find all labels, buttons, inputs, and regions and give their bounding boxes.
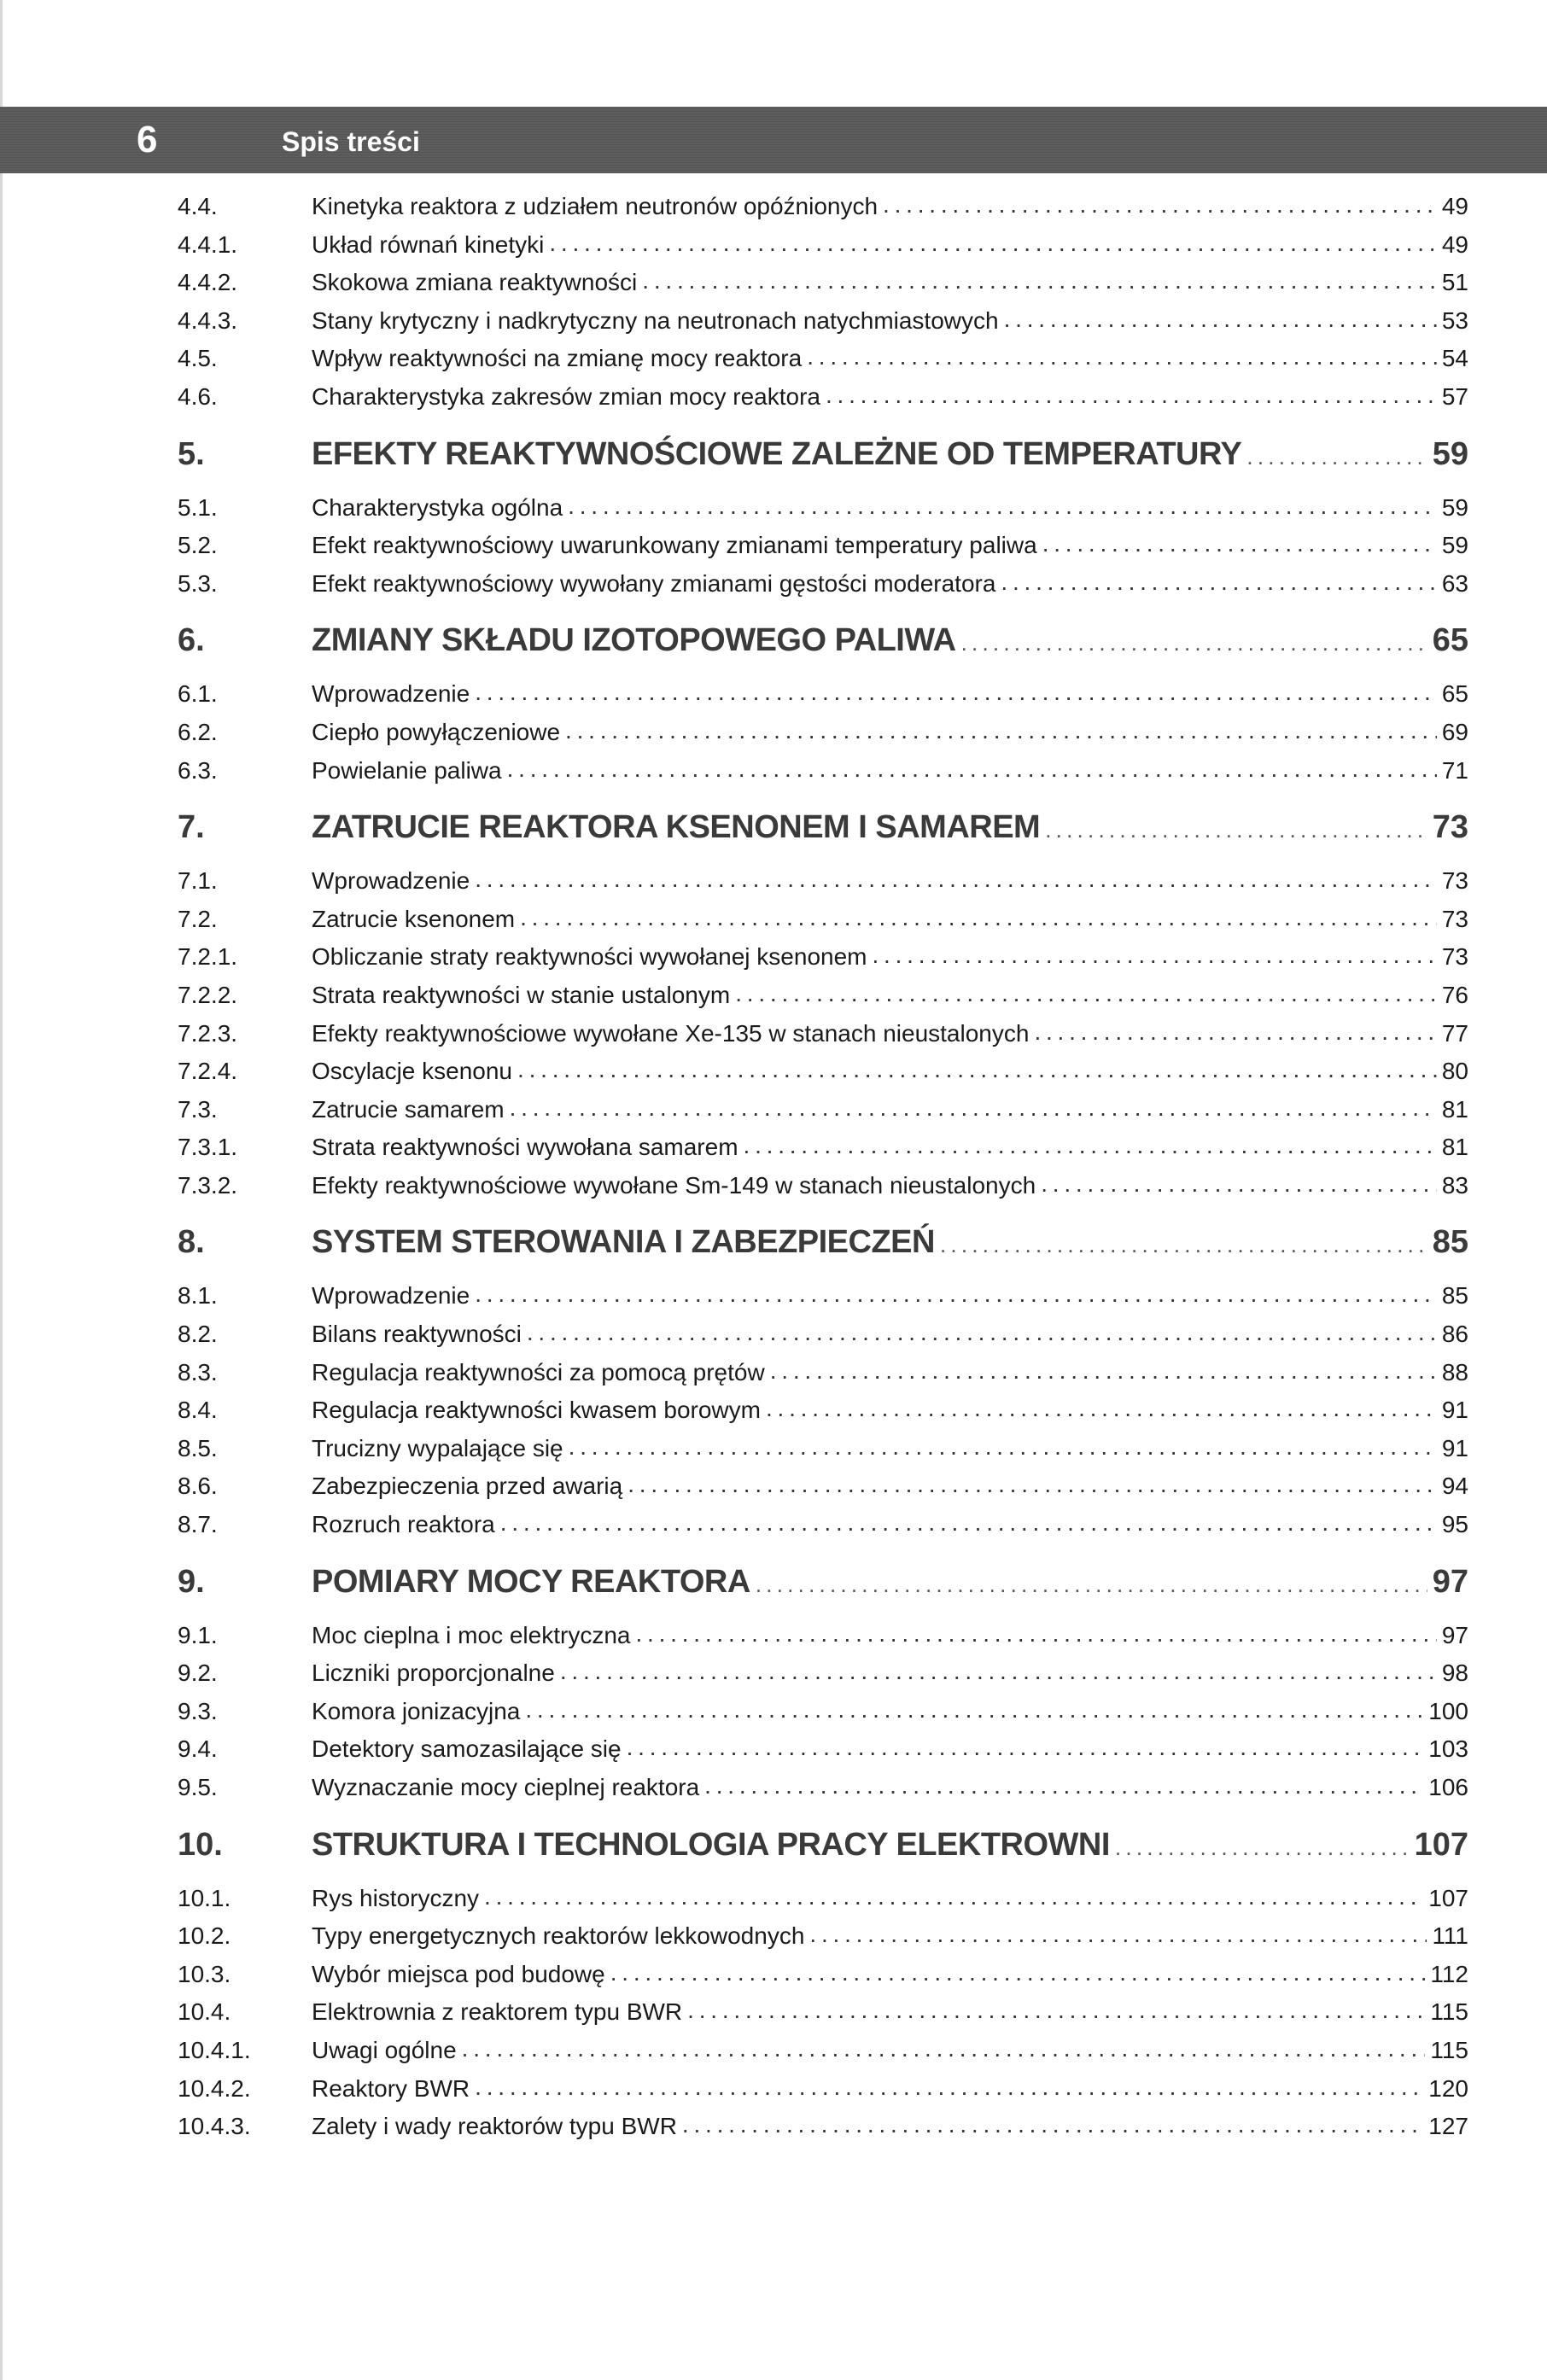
- section-title: Uwagi ogólne: [312, 2036, 457, 2063]
- section-title: Zabezpieczenia przed awarią: [312, 1473, 623, 1500]
- section-title: Wpływ reaktywności na zmianę mocy reaktora: [312, 345, 803, 372]
- page-reference: 85: [1432, 1224, 1468, 1261]
- page-reference: 59: [1441, 493, 1468, 521]
- page-edge: [0, 0, 3, 2380]
- dot-leader: [500, 1504, 1437, 1543]
- chapter-heading[interactable]: [178, 1220, 1468, 1267]
- toc-entry[interactable]: [178, 752, 1468, 790]
- section-number: 8.5.: [178, 1434, 218, 1461]
- section-title: Wprowadzenie: [312, 1282, 470, 1310]
- page-reference: 83: [1441, 1171, 1468, 1199]
- toc-entry[interactable]: [178, 862, 1468, 901]
- dot-leader: [682, 2106, 1423, 2144]
- section-number: 5.: [178, 435, 205, 472]
- section-title: POMIARY MOCY REAKTORA: [312, 1563, 750, 1600]
- section-number: 4.4.: [178, 193, 218, 219]
- dot-leader: [610, 1954, 1426, 1992]
- table-of-contents: [178, 188, 1468, 2146]
- section-title: SYSTEM STEROWANIA I ZABEZPIECZEŃ: [312, 1224, 935, 1261]
- section-title: STRUKTURA I TECHNOLOGIA PRACY ELEKTROWNI: [312, 1826, 1110, 1863]
- toc-entry[interactable]: [178, 977, 1468, 1015]
- section-title: Liczniki proporcjonalne: [312, 1660, 555, 1687]
- page-reference: 59: [1441, 532, 1468, 559]
- page-reference: 85: [1441, 1282, 1468, 1310]
- dot-leader: [642, 262, 1437, 300]
- page-reference: 107: [1428, 1884, 1468, 1911]
- chapter-group: [178, 1823, 1468, 2146]
- dot-leader: [940, 1222, 1427, 1267]
- section-title: Reaktory BWR: [312, 2074, 470, 2102]
- dot-leader: [510, 1089, 1437, 1128]
- section-title: Efekty reaktywnościowe wywołane Xe-135 w stanach nieustalonych: [312, 1019, 1030, 1047]
- dot-leader: [462, 2030, 1426, 2068]
- toc-entry[interactable]: [178, 1467, 1468, 1506]
- toc-entry[interactable]: [178, 1091, 1468, 1129]
- page-reference: 53: [1441, 306, 1468, 334]
- toc-entry[interactable]: [178, 1430, 1468, 1468]
- dot-leader: [517, 1051, 1437, 1089]
- section-number: 4.6.: [178, 382, 218, 410]
- page-reference: 59: [1432, 435, 1468, 472]
- chapter-group: [178, 805, 1468, 1205]
- section-number: 4.4.2.: [178, 269, 238, 296]
- page-reference: 120: [1428, 2074, 1468, 2102]
- section-title: Wprowadzenie: [312, 680, 470, 708]
- toc-entry[interactable]: [178, 1693, 1468, 1731]
- toc-entry[interactable]: [178, 1354, 1468, 1392]
- section-number: 8.: [178, 1224, 205, 1261]
- dot-leader: [687, 1992, 1425, 2030]
- toc-entry[interactable]: [178, 1917, 1468, 1956]
- dot-leader: [883, 186, 1437, 225]
- section-title: Efekt reaktywnościowy uwarunkowany zmianami temperatury paliwa: [312, 532, 1037, 559]
- toc-entry[interactable]: [178, 1167, 1468, 1205]
- section-title: Bilans reaktywności: [312, 1321, 522, 1348]
- section-title: Oscylacje ksenonu: [312, 1058, 513, 1085]
- page-reference: 81: [1441, 1095, 1468, 1123]
- chapter-heading[interactable]: [178, 432, 1468, 479]
- toc-entry[interactable]: [178, 714, 1468, 752]
- chapter-group: [178, 1220, 1468, 1543]
- page-reference: 65: [1432, 622, 1468, 659]
- toc-entry[interactable]: [178, 1880, 1468, 1918]
- section-number: 6.: [178, 622, 205, 659]
- section-title: Ciepło powyłączeniowe: [312, 718, 561, 745]
- dot-leader: [1042, 525, 1437, 563]
- dot-leader: [735, 975, 1437, 1013]
- header-title: Spis treści: [282, 126, 420, 157]
- toc-entry[interactable]: [178, 1993, 1468, 2032]
- page-reference: 111: [1432, 1922, 1468, 1950]
- dot-leader: [475, 1275, 1437, 1314]
- page-reference: 63: [1441, 569, 1468, 597]
- page-reference: 54: [1441, 345, 1468, 372]
- page-reference: 81: [1441, 1134, 1468, 1161]
- dot-leader: [628, 1466, 1437, 1504]
- section-number: 5.3.: [178, 569, 218, 597]
- dot-leader: [475, 2068, 1423, 2107]
- section-number: 10.1.: [178, 1884, 231, 1911]
- dot-leader: [1045, 808, 1427, 852]
- section-number: 5.2.: [178, 532, 218, 559]
- section-number: 10.4.1.: [178, 2036, 251, 2063]
- section-title: Zalety i wady reaktorów typu BWR: [312, 2113, 677, 2140]
- toc-chapters: [178, 432, 1468, 2146]
- dot-leader: [809, 1916, 1427, 1954]
- chapter-heading[interactable]: [178, 1560, 1468, 1607]
- section-number: 4.4.1.: [178, 230, 238, 258]
- section-number: 8.2.: [178, 1321, 218, 1348]
- section-number: 8.1.: [178, 1282, 218, 1310]
- page-reference: 77: [1441, 1019, 1468, 1047]
- section-number: 9.3.: [178, 1697, 218, 1724]
- toc-entry[interactable]: [178, 2032, 1468, 2070]
- toc-entry[interactable]: [178, 489, 1468, 528]
- section-number: 7.2.: [178, 905, 218, 932]
- section-title: Skokowa zmiana reaktywności: [312, 269, 638, 296]
- section-number: 10.: [178, 1826, 223, 1863]
- section-title: Rys historyczny: [312, 1884, 480, 1911]
- section-number: 9.2.: [178, 1660, 218, 1687]
- section-number: 9.: [178, 1563, 205, 1600]
- dot-leader: [704, 1767, 1423, 1805]
- section-title: Moc cieplna i moc elektryczna: [312, 1621, 631, 1648]
- toc-entry[interactable]: [178, 340, 1468, 378]
- section-title: Rozruch reaktora: [312, 1511, 495, 1538]
- section-title: Komora jonizacyjna: [312, 1697, 521, 1724]
- dot-leader: [560, 1653, 1437, 1691]
- page-reference: 97: [1441, 1621, 1468, 1648]
- page-reference: 73: [1432, 809, 1468, 846]
- dot-leader: [770, 1352, 1437, 1391]
- dot-leader: [627, 1729, 1424, 1767]
- page-reference: 88: [1441, 1358, 1468, 1385]
- page-reference: 103: [1428, 1735, 1468, 1763]
- section-title: Powielanie paliwa: [312, 756, 502, 784]
- toc-entry[interactable]: [178, 1129, 1468, 1167]
- dot-leader: [475, 860, 1437, 899]
- section-number: 9.1.: [178, 1621, 218, 1648]
- dot-leader: [766, 1390, 1437, 1428]
- section-title: Regulacja reaktywności kwasem borowym: [312, 1397, 761, 1424]
- toc-entry[interactable]: [178, 901, 1468, 939]
- section-number: 6.2.: [178, 718, 218, 745]
- section-number: 10.4.3.: [178, 2113, 251, 2140]
- toc-entry[interactable]: [178, 527, 1468, 565]
- section-number: 7.3.: [178, 1095, 218, 1123]
- section-title: Elektrownia z reaktorem typu BWR: [312, 1998, 683, 2026]
- page-reference: 91: [1441, 1434, 1468, 1461]
- section-title: Wyznaczanie mocy cieplnej reaktora: [312, 1774, 700, 1800]
- section-title: EFEKTY REAKTYWNOŚCIOWE ZALEŻNE OD TEMPERATURY: [312, 435, 1242, 472]
- dot-leader: [549, 225, 1437, 263]
- chapter-heading[interactable]: [178, 618, 1468, 665]
- toc-entry[interactable]: [178, 1769, 1468, 1807]
- section-number: 8.3.: [178, 1358, 218, 1385]
- section-number: 5.1.: [178, 493, 218, 521]
- dot-leader: [565, 712, 1437, 750]
- section-number: 7.2.4.: [178, 1058, 238, 1085]
- dot-leader: [568, 487, 1437, 526]
- section-number: 6.1.: [178, 680, 218, 708]
- page-reference: 51: [1441, 269, 1468, 296]
- page-reference: 94: [1441, 1473, 1468, 1500]
- dot-leader: [744, 1127, 1437, 1165]
- page-number: 6: [137, 119, 158, 160]
- dot-leader: [635, 1615, 1436, 1654]
- dot-leader: [475, 674, 1437, 712]
- section-title: Strata reaktywności w stanie ustalonym: [312, 981, 731, 1008]
- section-title: Efekty reaktywnościowe wywołane Sm-149 w stanach nieustalonych: [312, 1171, 1036, 1199]
- toc-entry[interactable]: [178, 1654, 1468, 1693]
- dot-leader: [826, 376, 1437, 415]
- dot-leader: [807, 338, 1437, 376]
- dot-leader: [756, 1562, 1427, 1607]
- dot-leader: [1246, 435, 1427, 479]
- section-number: 7.1.: [178, 867, 218, 895]
- toc-entry[interactable]: [178, 1315, 1468, 1354]
- toc-entry[interactable]: [178, 2108, 1468, 2146]
- section-number: 8.6.: [178, 1473, 218, 1500]
- section-number: 7.2.2.: [178, 981, 238, 1008]
- section-number: 4.4.3.: [178, 306, 238, 334]
- section-title: Zatrucie ksenonem: [312, 905, 516, 932]
- page-reference: 86: [1441, 1321, 1468, 1348]
- toc-entry[interactable]: [178, 1015, 1468, 1053]
- page-reference: 73: [1441, 943, 1468, 971]
- section-title: Charakterystyka zakresów zmian mocy reaktora: [312, 382, 820, 410]
- section-number: 7.3.2.: [178, 1171, 238, 1199]
- section-number: 10.4.2.: [178, 2074, 251, 2102]
- chapter-group: [178, 618, 1468, 790]
- page-reference: 100: [1428, 1697, 1468, 1724]
- page-reference: 95: [1441, 1511, 1468, 1538]
- section-number: 7.: [178, 809, 205, 846]
- section-number: 6.3.: [178, 756, 218, 784]
- page-reference: 91: [1441, 1397, 1468, 1424]
- toc-entry[interactable]: [178, 2070, 1468, 2109]
- page-reference: 69: [1441, 718, 1468, 745]
- page-reference: 71: [1441, 756, 1468, 784]
- dot-leader: [525, 1691, 1423, 1730]
- section-number: 7.2.3.: [178, 1019, 238, 1047]
- page-reference: 57: [1441, 382, 1468, 410]
- page-reference: 115: [1430, 2036, 1468, 2063]
- section-number: 10.4.: [178, 1998, 231, 2026]
- page-reference: 49: [1441, 193, 1468, 219]
- toc-entry[interactable]: [178, 378, 1468, 417]
- section-title: ZMIANY SKŁADU IZOTOPOWEGO PALIWA: [312, 622, 956, 659]
- section-title: Stany krytyczny i nadkrytyczny na neutronach natychmiastowych: [312, 306, 999, 334]
- section-title: Obliczanie straty reaktywności wywołanej ksenonem: [312, 943, 867, 971]
- running-header: [0, 107, 1547, 173]
- page-reference: 80: [1441, 1058, 1468, 1085]
- section-title: Typy energetycznych reaktorów lekkowodnych: [312, 1922, 805, 1950]
- dot-leader: [961, 621, 1427, 665]
- section-title: Układ równań kinetyki: [312, 230, 545, 258]
- section-title: Trucizny wypalające się: [312, 1434, 563, 1461]
- chapter-heading[interactable]: [178, 805, 1468, 852]
- dot-leader: [1034, 1013, 1436, 1052]
- dot-leader: [1004, 300, 1437, 339]
- dot-leader: [1001, 563, 1436, 602]
- page-reference: 98: [1441, 1660, 1468, 1687]
- page-reference: 73: [1441, 905, 1468, 932]
- section-title: Charakterystyka ogólna: [312, 493, 563, 521]
- page-reference: 49: [1441, 230, 1468, 258]
- section-title: Zatrucie samarem: [312, 1095, 505, 1123]
- toc-entry[interactable]: [178, 1391, 1468, 1430]
- section-title: Detektory samozasilające się: [312, 1735, 622, 1763]
- section-title: Regulacja reaktywności za pomocą prętów: [312, 1358, 765, 1385]
- section-number: 7.2.1.: [178, 943, 238, 971]
- toc-entry[interactable]: [178, 302, 1468, 341]
- toc-entry[interactable]: [178, 264, 1468, 302]
- section-title: Wprowadzenie: [312, 867, 470, 895]
- section-number: 8.7.: [178, 1511, 218, 1538]
- section-title: Efekt reaktywnościowy wywołany zmianami gęstości moderatora: [312, 569, 996, 597]
- toc-entry[interactable]: [178, 938, 1468, 977]
- toc-entry[interactable]: [178, 1956, 1468, 1994]
- section-number: 7.3.1.: [178, 1134, 238, 1161]
- section-number: 10.3.: [178, 1960, 231, 1987]
- page-reference: 112: [1430, 1960, 1468, 1987]
- toc-entry[interactable]: [178, 1506, 1468, 1544]
- dot-leader: [520, 899, 1437, 937]
- section-number: 4.5.: [178, 345, 218, 372]
- section-number: 10.2.: [178, 1922, 231, 1950]
- toc-entry[interactable]: [178, 1277, 1468, 1315]
- dot-leader: [1041, 1165, 1437, 1204]
- section-number: 9.5.: [178, 1774, 218, 1800]
- chapter-group: [178, 1560, 1468, 1807]
- section-title: Strata reaktywności wywołana samarem: [312, 1134, 738, 1161]
- chapter-group: [178, 432, 1468, 604]
- page-reference: 76: [1441, 981, 1468, 1008]
- dot-leader: [484, 1878, 1423, 1916]
- page-reference: 97: [1432, 1563, 1468, 1600]
- toc-entry[interactable]: [178, 565, 1468, 604]
- page-reference: 107: [1414, 1826, 1468, 1863]
- toc-entry[interactable]: [178, 1617, 1468, 1655]
- page-reference: 73: [1441, 867, 1468, 895]
- toc-entry[interactable]: [178, 188, 1468, 226]
- dot-leader: [527, 1314, 1437, 1352]
- dot-leader: [507, 750, 1437, 789]
- page-reference: 65: [1441, 680, 1468, 708]
- dot-leader: [569, 1428, 1437, 1467]
- section-title: Kinetyka reaktora z udziałem neutronów opóźnionych: [312, 193, 879, 219]
- toc-entry[interactable]: [178, 226, 1468, 265]
- page-reference: 115: [1430, 1998, 1468, 2026]
- toc-entry[interactable]: [178, 1053, 1468, 1091]
- toc-continuation-group: [178, 188, 1468, 417]
- toc-entry[interactable]: [178, 1730, 1468, 1769]
- chapter-heading[interactable]: [178, 1823, 1468, 1870]
- section-number: 9.4.: [178, 1735, 218, 1763]
- toc-entry[interactable]: [178, 675, 1468, 714]
- dot-leader: [1115, 1825, 1410, 1870]
- section-title: ZATRUCIE REAKTORA KSENONEM I SAMAREM: [312, 809, 1041, 846]
- dot-leader: [873, 936, 1437, 975]
- page-reference: 106: [1428, 1774, 1468, 1800]
- section-title: Wybór miejsca pod budowę: [312, 1960, 605, 1987]
- page-reference: 127: [1428, 2113, 1468, 2140]
- section-number: 8.4.: [178, 1397, 218, 1424]
